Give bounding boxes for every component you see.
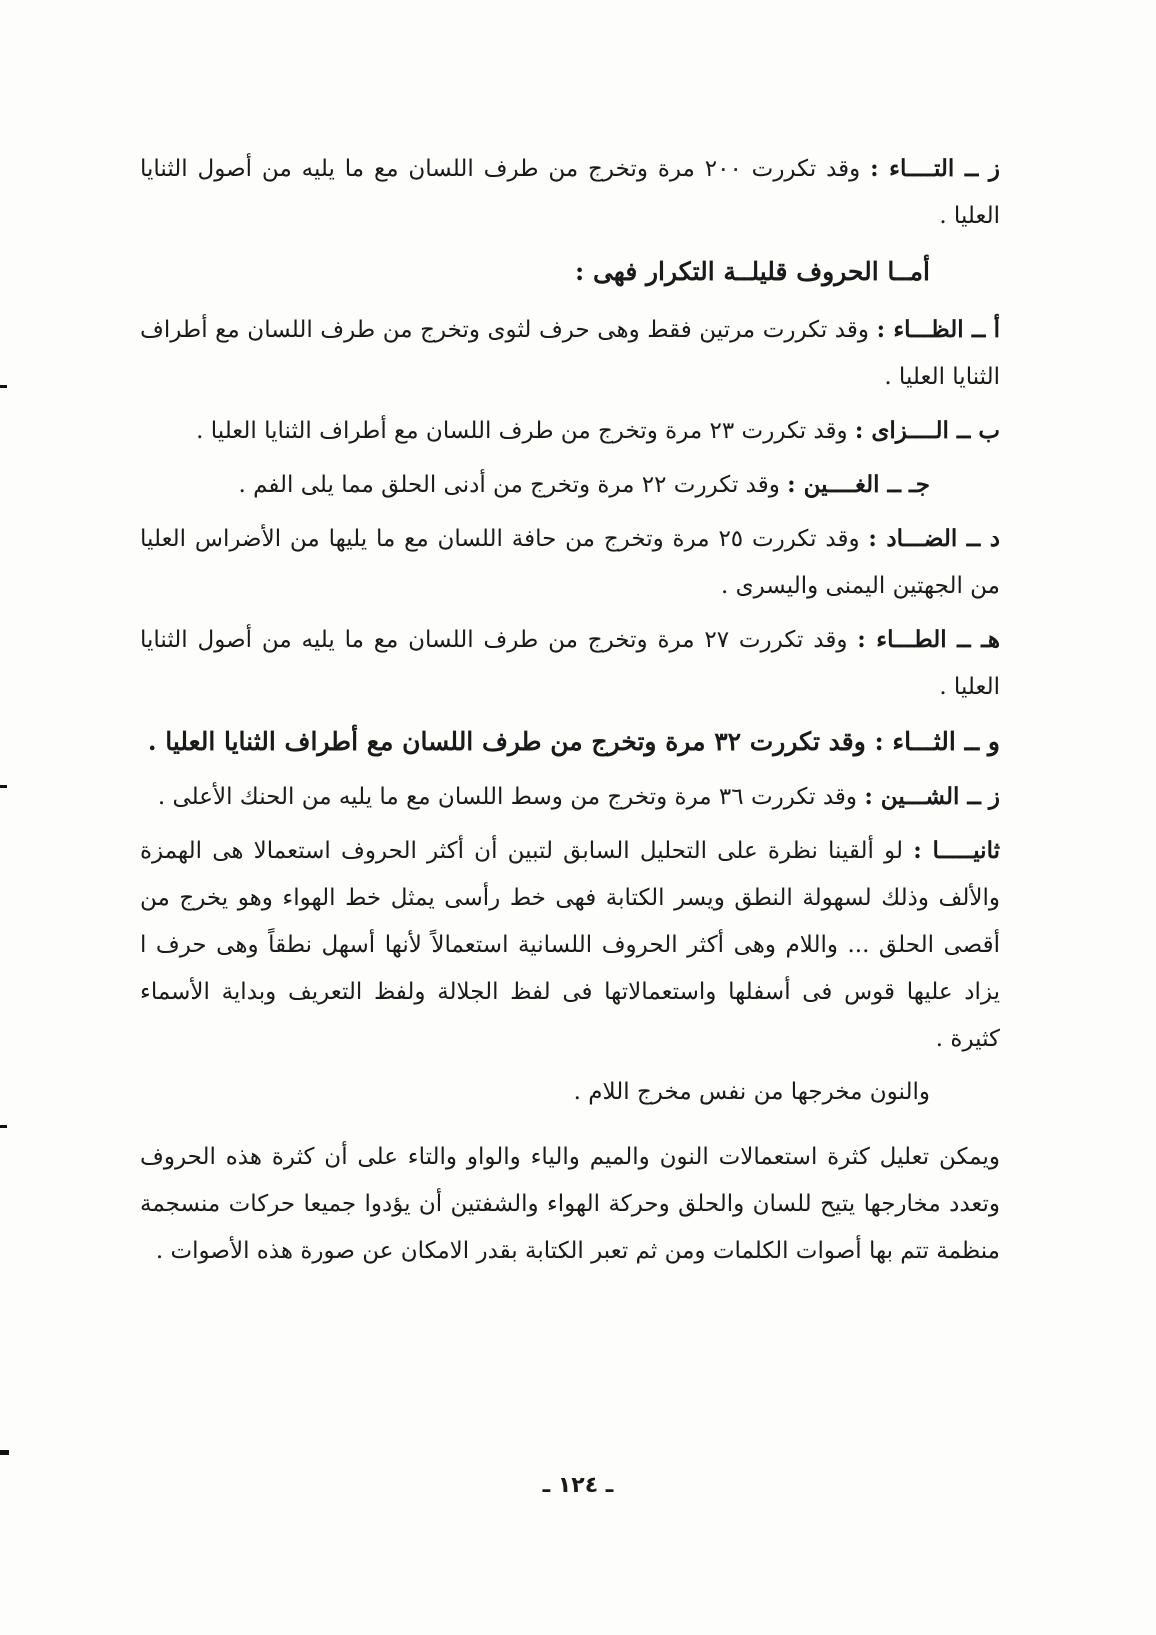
entry-lead: جـ ــ الغــــين : <box>787 471 930 498</box>
entry-text: وقد تكررت ٣٦ مرة وتخرج من وسط اللسان مع ما يليه من الحنك الأعلى . <box>157 784 865 810</box>
entry-paragraph <box>140 717 1000 767</box>
entry-paragraph <box>140 515 1000 610</box>
entry-alif-zaa <box>140 306 1000 401</box>
entry-text: وقد تكررت ٢٢ مرة وتخرج من أدنى الحلق مما يلى الفم . <box>238 472 788 498</box>
entry-lead: ز ــ الشـــين : <box>864 783 1000 810</box>
entry-jeem-ghain <box>140 461 930 509</box>
scan-edge-mark <box>0 785 7 788</box>
entry-lead: و ــ الثـــاء : <box>874 727 1000 756</box>
entry-waw-thaa <box>140 717 1000 767</box>
entry-text: وقد تكررت ٣٢ مرة وتخرج من طرف اللسان مع أطراف الثنايا العليا . <box>147 727 875 756</box>
entry-baa-zay <box>140 407 1000 455</box>
scan-edge-mark <box>0 385 7 388</box>
second-text: لو ألقينا نظرة على التحليل السابق لتبين أن أكثر الحروف استعمالا هى الهمزة والألف وذلك لسهولة النطق ويسر الكتابة فهى خط رأسى يمثل خط الهواء وهو يخرج من أقصى الحلق ... واللام وهى أكثر الحروف اللسانية استعمالاً لأنها أسهل نطقاً وهى حرف ا يزاد عليها قوس فى أسفلها واستعمالاتها فى لفظ الجلالة ولفظ التعريف وبداية الأسماء كثيرة . <box>140 838 1000 1052</box>
noon-line: والنون مخرجها من نفس مخرج اللام . <box>573 1079 930 1105</box>
entry-paragraph <box>140 306 1000 401</box>
entry-text: وقد تكررت ٢٠٠ مرة وتخرج من طرف اللسان مع ما يليه من أصول الثنايا العليا . <box>140 156 1000 229</box>
entry-lead: أ ــ الظـــاء : <box>876 316 1001 343</box>
entry-lead: د ــ الضـــاد : <box>868 525 1000 552</box>
entry-paragraph <box>140 407 1000 455</box>
entry-paragraph <box>140 616 1000 711</box>
scan-edge-mark <box>0 1450 9 1455</box>
entry-paragraph <box>140 461 930 509</box>
entry-paragraph <box>140 145 1000 240</box>
second-paragraph <box>140 827 1000 1063</box>
entry-text: وقد تكررت ٢٣ مرة وتخرج من طرف اللسان مع أطراف الثنايا العليا . <box>196 418 855 444</box>
entry-haa-taa <box>140 616 1000 711</box>
second-point <box>140 827 1000 1063</box>
entry-lead: ب ــ الــــزاى : <box>854 417 1000 444</box>
page-body <box>140 145 1000 1275</box>
entry-lead: ز ــ التــــاء : <box>870 155 1000 182</box>
entry-dal-dad <box>140 515 1000 610</box>
page-number: ـ ١٢٤ ـ <box>542 1473 614 1498</box>
entry-text: وقد تكررت مرتين فقط وهى حرف لثوى وتخرج من طرف اللسان مع أطراف الثنايا العليا . <box>140 317 1000 390</box>
entry-paragraph <box>140 773 1000 821</box>
entry-lead: هـ ــ الطـــاء : <box>857 626 1000 653</box>
entry-zay-sheen <box>140 773 1000 821</box>
closing-paragraph: ويمكن تعليل كثرة استعمالات النون والميم والياء والواو والتاء على أن كثرة هذه الحروف وتعدد مخارجها يتيح للسان والحلق وحركة الهواء والشفتين أن يؤدوا جميعا حركات منسجمة منظمة تتم بها أصوات الكلمات ومن ثم تعبر الكتابة بقدر الامكان عن صورة هذه الأصوات . <box>140 1144 1000 1264</box>
section-heading: أمــا الحروف قليلــة التكرار فهى : <box>575 257 930 286</box>
scan-edge-mark <box>0 1125 7 1128</box>
entry-zay-taa <box>140 145 1000 240</box>
entry-text: وقد تكررت ٢٧ مرة وتخرج من طرف اللسان مع ما يليه من أصول الثنايا العليا . <box>140 627 1000 700</box>
second-lead: ثانيـــــا : <box>913 837 1000 864</box>
entry-text: وقد تكررت ٢٥ مرة وتخرج من حافة اللسان مع ما يليها من الأضراس العليا من الجهتين اليمنى واليسرى . <box>140 526 1000 599</box>
